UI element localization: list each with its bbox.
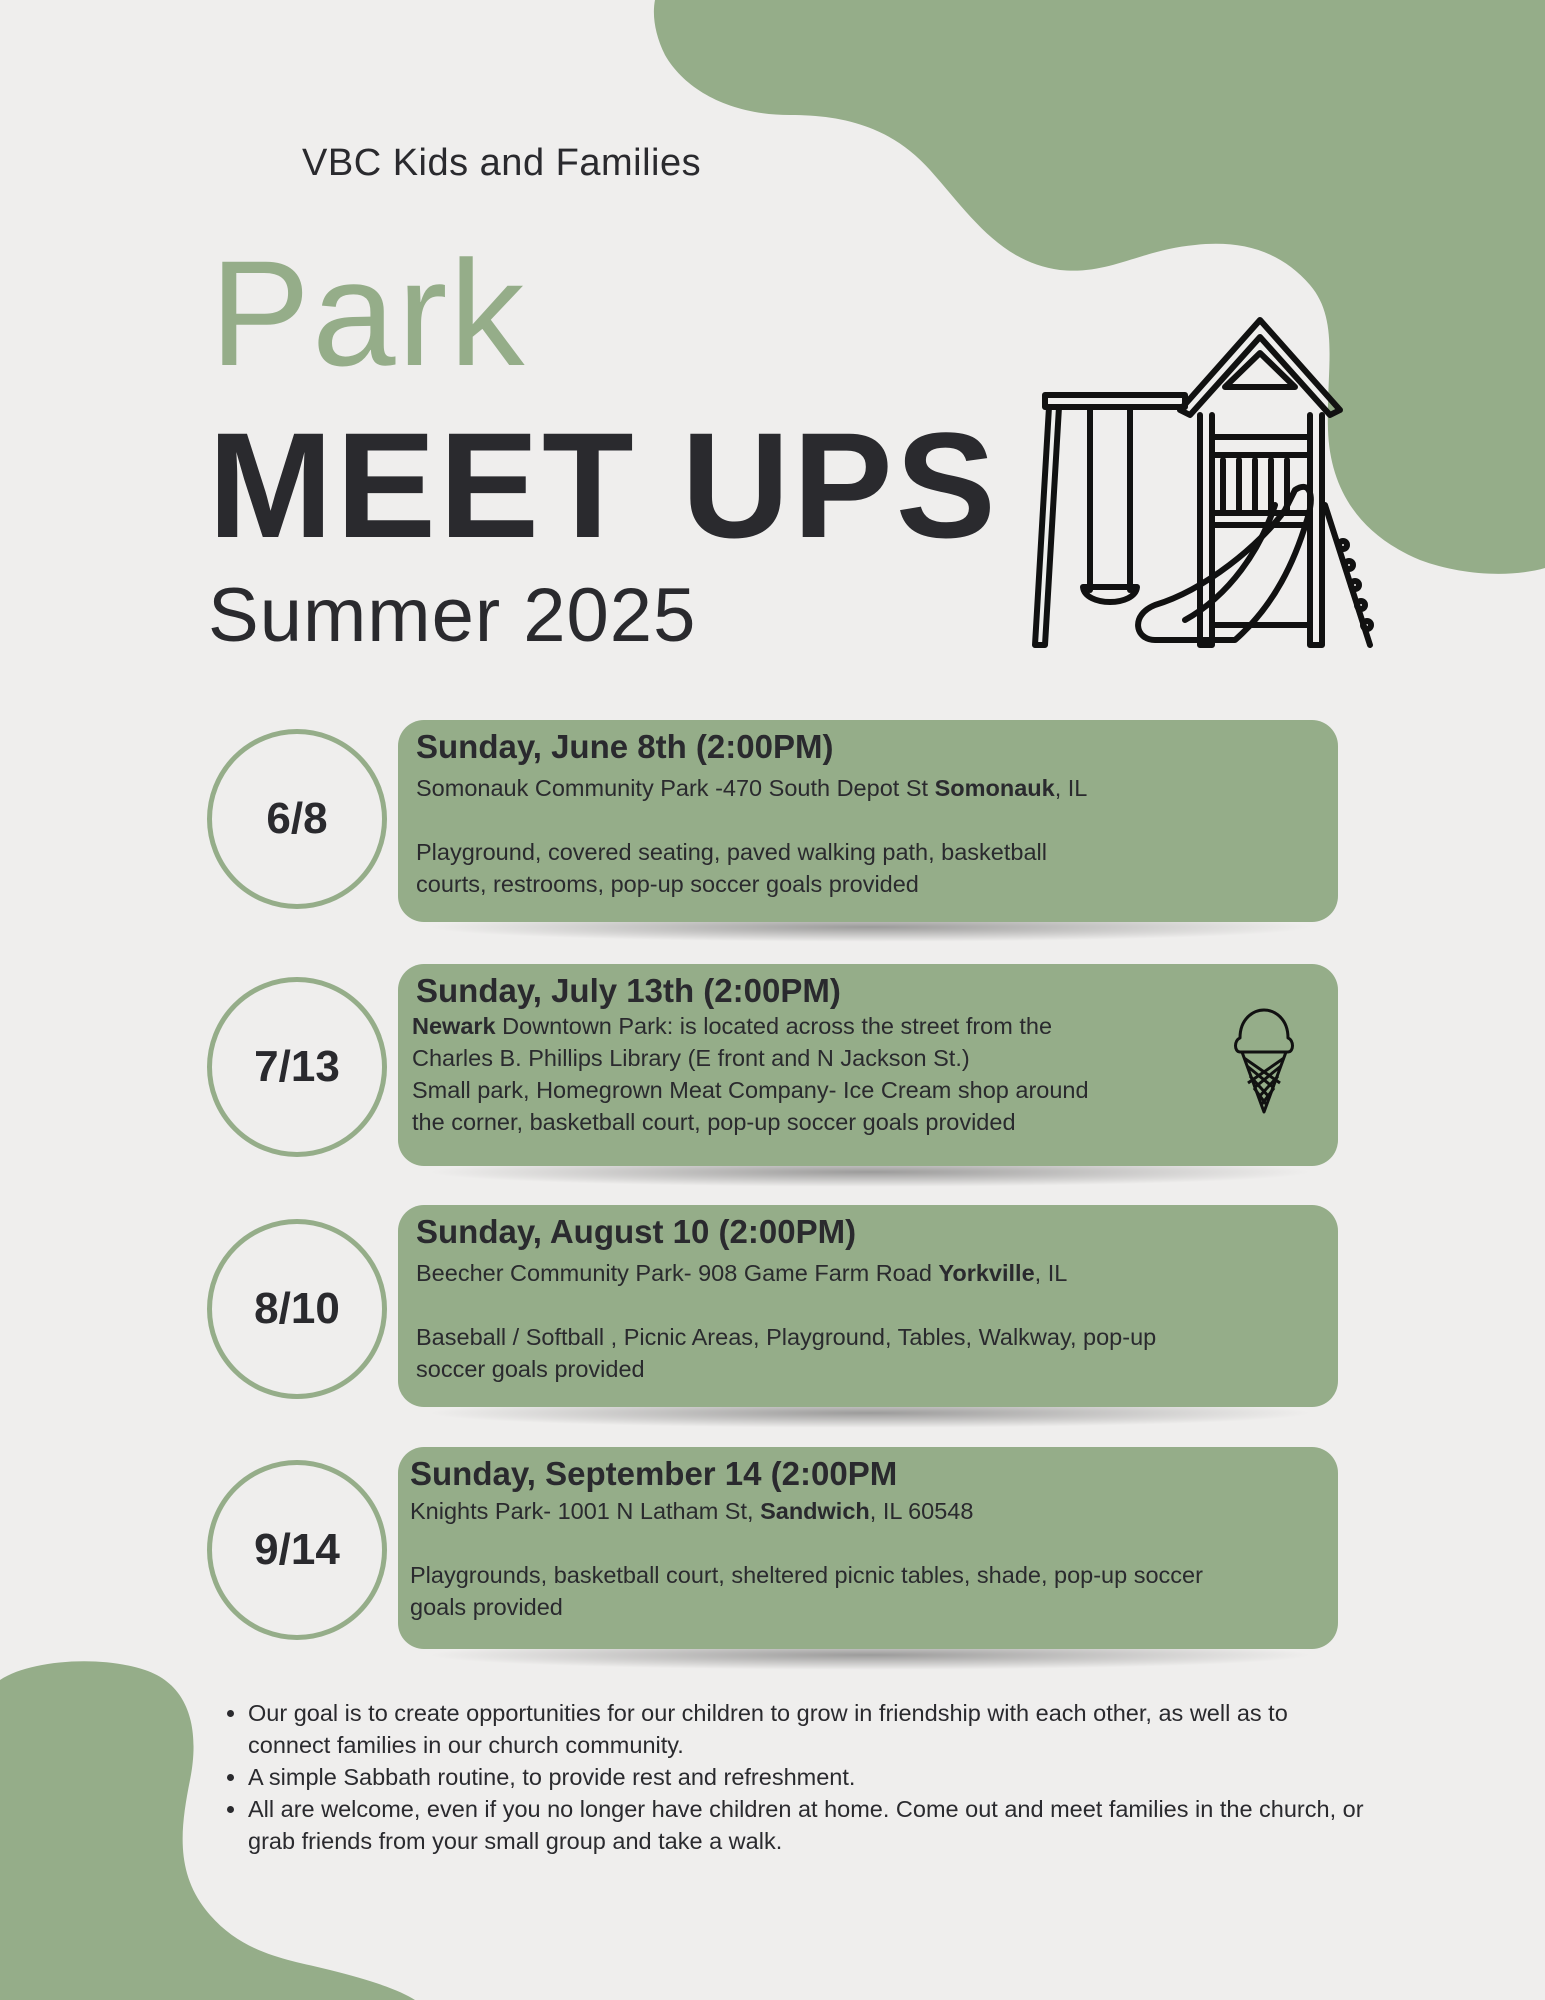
event-location: Knights Park- 1001 N Latham St, Sandwich, IL 60548 <box>410 1498 974 1524</box>
event-location: Charles B. Phillips Library (E front and N Jackson St.) <box>412 1045 970 1071</box>
date-badge: 7/13 <box>207 977 387 1157</box>
event-title: Sunday, September 14 (2:00PM <box>410 1455 898 1492</box>
list-item: • A simple Sabbath routine, to provide rest and refreshment. <box>248 1761 1368 1793</box>
event-amenities: soccer goals provided <box>416 1356 645 1382</box>
date-badge: 8/10 <box>207 1219 387 1399</box>
event-amenities: courts, restrooms, pop-up soccer goals provided <box>416 871 919 897</box>
event-amenities: Small park, Homegrown Meat Company- Ice Cream shop around <box>412 1077 1089 1103</box>
event-card <box>398 1205 1338 1407</box>
date-badge: 6/8 <box>207 729 387 909</box>
playset-illustration-icon <box>1025 315 1385 655</box>
event-title: Sunday, June 8th (2:00PM) <box>416 728 834 765</box>
event-amenities: Baseball / Softball , Picnic Areas, Playground, Tables, Walkway, pop-up <box>416 1324 1157 1350</box>
event-amenities: Playground, covered seating, paved walking path, basketball <box>416 839 1047 865</box>
event-amenities: Playgrounds, basketball court, sheltered picnic tables, shade, pop-up soccer <box>410 1562 1203 1588</box>
title-meet-ups: MEET UPS <box>208 401 999 569</box>
event-amenities: goals provided <box>410 1594 563 1620</box>
list-item: • All are welcome, even if you no longer have children at home. Come out and meet families in the church, or grab friends from your small group and take a walk. <box>248 1793 1368 1857</box>
organization-name: VBC Kids and Families <box>302 142 702 184</box>
event-title: Sunday, July 13th (2:00PM) <box>416 972 841 1009</box>
subtitle-summer: Summer 2025 <box>208 573 697 658</box>
list-item: • Our goal is to create opportunities for our children to grow in friendship with each other, as well as to connect families in our church community. <box>248 1697 1368 1761</box>
event-title: Sunday, August 10 (2:00PM) <box>416 1213 857 1250</box>
event-amenities: the corner, basketball court, pop-up soccer goals provided <box>412 1109 1016 1135</box>
date-badge: 9/14 <box>207 1460 387 1640</box>
event-card <box>398 720 1338 922</box>
event-card <box>398 964 1338 1166</box>
ice-cream-cone-icon <box>1232 1008 1296 1116</box>
event-location: Somonauk Community Park -470 South Depot St Somonauk, IL <box>416 775 1088 801</box>
goals-list <box>218 1697 1368 1857</box>
title-park: Park <box>210 229 527 397</box>
event-card <box>398 1447 1338 1649</box>
event-location: Newark Downtown Park: is located across the street from the <box>412 1013 1053 1039</box>
event-location: Beecher Community Park- 908 Game Farm Road Yorkville, IL <box>416 1260 1068 1286</box>
